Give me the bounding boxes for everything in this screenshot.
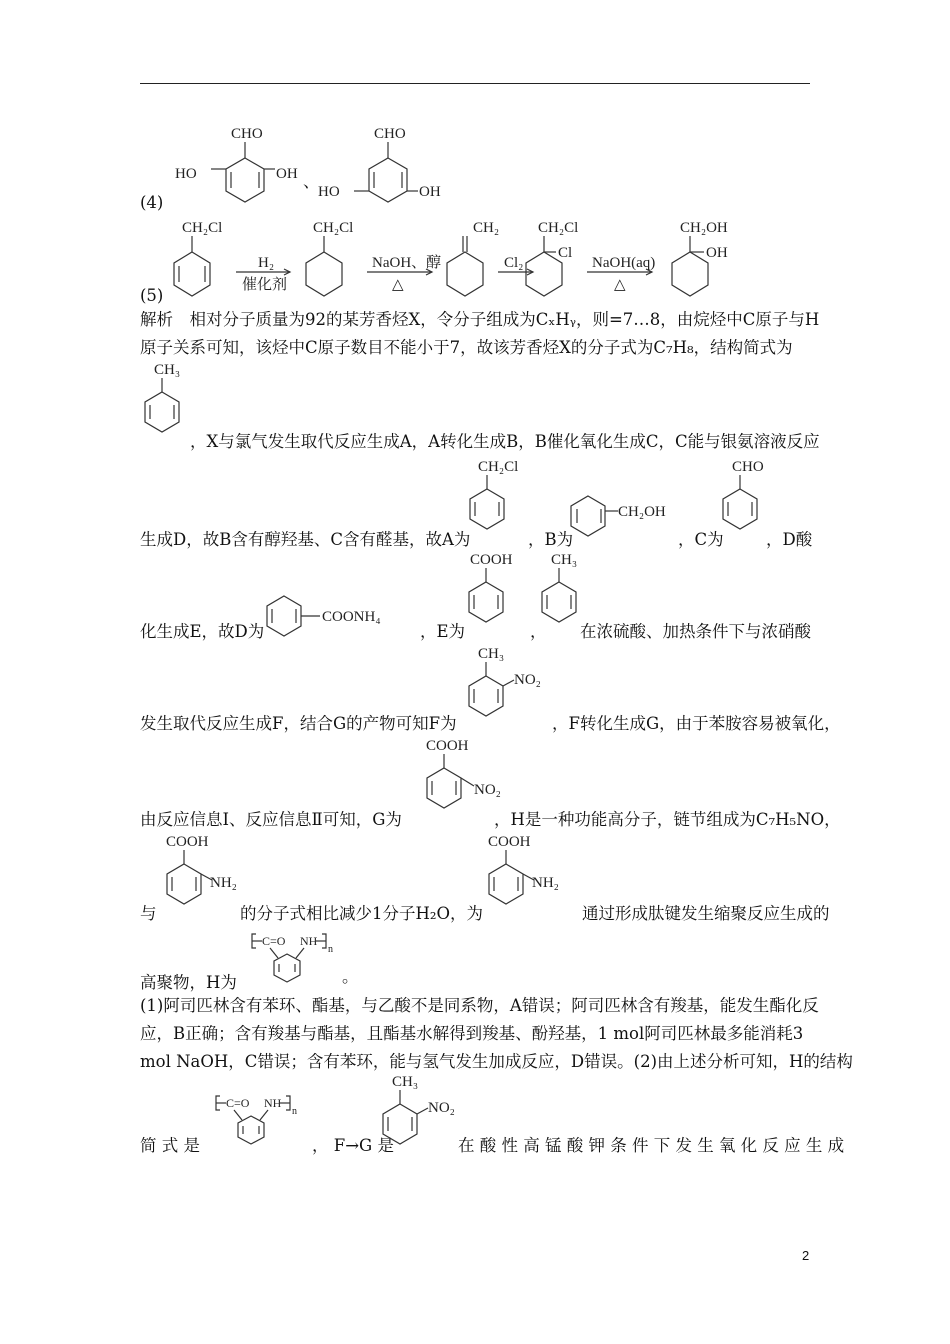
svg-text:OH: OH: [276, 166, 298, 182]
structure-dihydroxybenzaldehyde-2: [318, 118, 448, 218]
svg-text:OH: OH: [706, 245, 728, 261]
svg-text:H₂: H₂: [258, 255, 275, 271]
svg-text:NH₂: NH₂: [532, 875, 559, 891]
svg-text:NaOH(aq): NaOH(aq): [592, 255, 656, 271]
text-line-5a: 化生成E，故D为: [140, 622, 265, 641]
structure-f-nitrotoluene-2: [372, 1070, 472, 1160]
svg-text:n: n: [328, 944, 333, 955]
text-line-8c: 通过形成肽键发生缩聚反应生成的: [582, 904, 830, 923]
svg-text:CH₃: CH₃: [154, 362, 181, 378]
text-line-5d: 在浓硫酸、加热条件下与浓硝酸: [580, 622, 811, 641]
svg-text:CH₂OH: CH₂OH: [618, 504, 666, 520]
text-line-7a: 由反应信息Ⅰ、反应信息Ⅱ可知，G为: [140, 810, 402, 829]
text-line-2: 原子关系可知，该烃中C原子数目不能小于7，故该芳香烃X的分子式为C₇H₈，结构简式为: [140, 338, 793, 357]
q4-label: (4): [140, 193, 164, 212]
structure-h-polymer-2: [212, 1090, 312, 1150]
svg-text:CH₂OH: CH₂OH: [680, 220, 728, 236]
text-line-4d: ，D酸: [766, 530, 813, 549]
svg-text:CH₂Cl: CH₂Cl: [313, 220, 354, 236]
text-line-6b: ，F转化生成G，由于苯胺容易被氧化，: [552, 714, 841, 733]
svg-text:COOH: COOH: [166, 834, 209, 850]
page-number: 2: [802, 1248, 810, 1263]
svg-text:NO₂: NO₂: [474, 782, 501, 798]
svg-text:HO: HO: [318, 184, 340, 200]
header-rule: [140, 83, 810, 84]
svg-text:NH: NH: [300, 934, 318, 948]
text-line-11: 应，B正确；含有羧基与酯基，且酯基水解得到羧基、酚羟基，1 mol阿司匹林最多能消耗3: [140, 1024, 804, 1043]
structure-d-ammonium-benzoate: [262, 592, 422, 642]
svg-text:NaOH、醇: NaOH、醇: [372, 255, 442, 271]
svg-text:催化剂: 催化剂: [242, 277, 288, 293]
q4-separator: 、: [303, 172, 320, 191]
svg-text:Cl: Cl: [558, 245, 573, 261]
text-line-13b: ， F→G 是: [312, 1136, 394, 1155]
svg-text:CH₃: CH₃: [551, 552, 578, 568]
svg-text:NH: NH: [264, 1096, 282, 1110]
text-line-1: 解析 相对分子质量为92的某芳香烃X，令分子组成为CₓHᵧ，则=7…8，由烷烃中C原子与H: [140, 310, 820, 329]
svg-text:COOH: COOH: [426, 738, 469, 754]
structure-f-nitrotoluene: [458, 642, 558, 732]
text-line-12: mol NaOH，C错误；含有苯环，能与氢气发生加成反应，D错误。(2)由上述分析可知，H的结构: [140, 1052, 853, 1071]
text-line-6a: 发生取代反应生成F，结合G的产物可知F为: [140, 714, 457, 733]
text-line-4a: 生成D，故B含有醇羟基、C含有醛基，故A为: [140, 530, 471, 549]
text-line-4c: ，C为: [678, 530, 724, 549]
text-line-9a: 高聚物，H为: [140, 973, 237, 992]
svg-text:△: △: [614, 277, 626, 293]
svg-text:△: △: [392, 277, 404, 293]
svg-text:n: n: [292, 1106, 297, 1117]
q5-label: (5): [140, 286, 164, 305]
svg-text:CH₂Cl: CH₂Cl: [478, 459, 519, 475]
svg-text:C=O: C=O: [262, 934, 286, 948]
text-line-13c: 在 酸 性 高 锰 酸 钾 条 件 下 发 生 氧 化 反 应 生 成: [458, 1136, 845, 1155]
svg-text:CHO: CHO: [732, 459, 764, 475]
svg-text:C=O: C=O: [226, 1096, 250, 1110]
svg-text:COONH₄: COONH₄: [322, 609, 381, 625]
svg-text:NO₂: NO₂: [428, 1100, 455, 1116]
structure-b-benzyl-alcohol: [568, 490, 688, 540]
svg-text:HO: HO: [175, 166, 197, 182]
reaction-scheme: [160, 215, 820, 305]
structure-dihydroxybenzaldehyde-1: [175, 118, 305, 218]
text-line-3: ，X与氯气发生取代反应生成A，A转化生成B，B催化氧化生成C，C能与银氨溶液反应: [190, 432, 820, 451]
svg-text:CH₃: CH₃: [392, 1074, 419, 1090]
svg-text:NO₂: NO₂: [514, 672, 541, 688]
text-line-5b: ，E为: [420, 622, 466, 641]
svg-text:CH₂: CH₂: [473, 220, 500, 236]
text-line-5c: ，: [530, 622, 547, 641]
text-line-10: (1)阿司匹林含有苯环、酯基，与乙酸不是同系物，A错误；阿司匹林含有羧基，能发生酯化反: [140, 996, 819, 1015]
svg-text:CHO: CHO: [374, 126, 406, 142]
structure-h-polymer-1: [248, 928, 348, 988]
text-line-13a: 简 式 是: [140, 1136, 200, 1155]
svg-text:OH: OH: [419, 184, 441, 200]
svg-text:CH₂Cl: CH₂Cl: [538, 220, 579, 236]
svg-text:COOH: COOH: [488, 834, 531, 850]
text-line-8a: 与: [140, 904, 157, 923]
text-line-4b: ，B为: [528, 530, 574, 549]
svg-text:Cl₂: Cl₂: [504, 255, 524, 271]
text-line-9b: 。: [342, 967, 359, 986]
text-line-7b: ，H是一种功能高分子，链节组成为C₇H₅NO，: [494, 810, 841, 829]
svg-text:NH₂: NH₂: [210, 875, 237, 891]
svg-text:CHO: CHO: [231, 126, 263, 142]
svg-text:CH₂Cl: CH₂Cl: [182, 220, 223, 236]
structure-anthranilic-acid-2: [472, 830, 582, 920]
svg-text:COOH: COOH: [470, 552, 513, 568]
structure-e-benzoic-acid: [456, 548, 536, 638]
svg-text:CH₃: CH₃: [478, 646, 505, 662]
text-line-8b: 的分子式相比减少1分子H₂O，为: [240, 904, 484, 923]
